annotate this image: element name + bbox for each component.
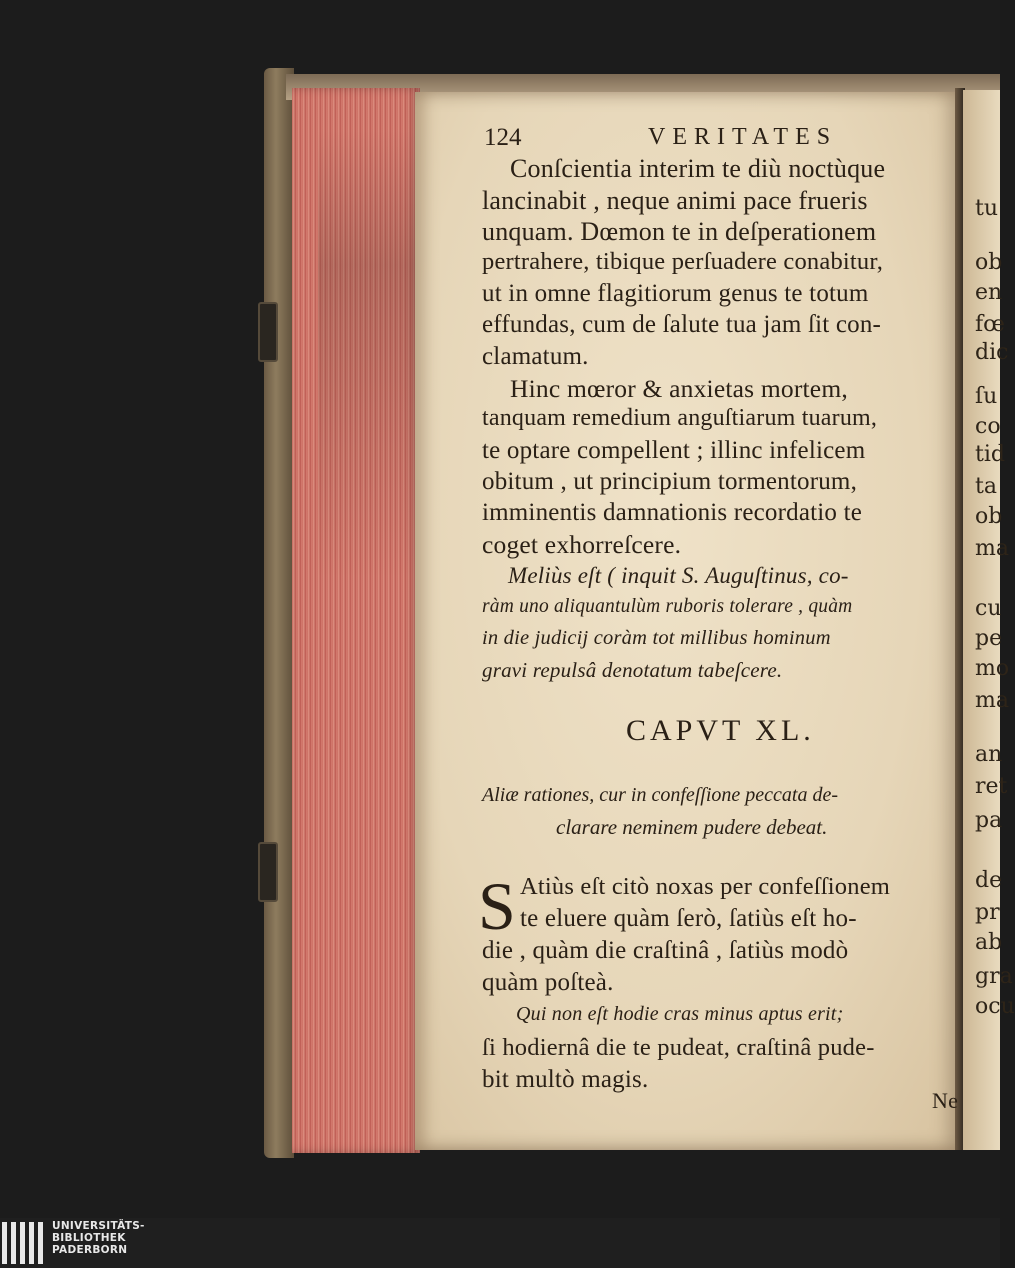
next-page-fragment: ma: [975, 536, 1009, 561]
text-line: die , quàm die craſtinâ , ſatiùs modò: [482, 937, 849, 964]
chapter-subtitle-line: Aliæ rationes, cur in confeſſione peccata de-: [482, 784, 839, 806]
right-page-fragment: [963, 90, 1015, 1150]
quote-line: gravi repulsâ denotatum tabeſcere.: [482, 658, 783, 682]
text-line: te eluere quàm ſerò, ſatiùs eſt ho-: [520, 905, 857, 932]
next-page-fragment: an: [975, 742, 1003, 767]
next-page-fragment: en: [975, 280, 1003, 305]
next-page-fragment: ocu: [975, 994, 1015, 1019]
book-cover-spine: [264, 68, 294, 1158]
next-page-fragment: de: [975, 868, 1003, 893]
next-page-fragment: fœ: [975, 312, 1005, 337]
text-line: tanquam remedium anguſtiarum tuarum,: [482, 405, 878, 431]
text-line: bit multò magis.: [482, 1066, 649, 1093]
next-page-fragment: ret: [975, 774, 1008, 799]
text-line: Conſcientia interim te diù noctùque: [510, 154, 886, 183]
text-line: clamatum.: [482, 343, 589, 370]
chapter-heading: CAPVT XL.: [626, 714, 815, 747]
next-page-fragment: ab: [975, 930, 1003, 955]
library-logo-text: [52, 1220, 145, 1256]
next-page-fragment: tu: [975, 196, 999, 221]
quote-line: in die judicij coràm tot millibus hominum: [482, 627, 831, 649]
footer-bar: [0, 1218, 1000, 1268]
library-name-line2: BIBLIOTHEK: [52, 1232, 126, 1244]
library-name-line1: UNIVERSITÄTS-: [52, 1220, 145, 1232]
page-number: 124: [484, 124, 522, 151]
text-line: Atiùs eſt citò noxas per confeſſionem: [520, 873, 891, 900]
next-page-fragment: gra: [975, 964, 1013, 989]
quote-line: ràm uno aliquantulùm ruboris tolerare , quàm: [482, 596, 853, 617]
text-line: pertrahere, tibique perſuadere conabitur,: [482, 248, 884, 275]
drop-cap: S: [478, 868, 516, 944]
chapter-subtitle-line: clarare neminem pudere debeat.: [556, 815, 828, 839]
library-logo-icon: [2, 1222, 46, 1264]
running-head: VERITATES: [648, 124, 838, 150]
next-page-fragment: ma: [975, 688, 1009, 713]
text-line: effundas, cum de ſalute tua jam ſit con-: [482, 311, 882, 338]
next-page-fragment: pe: [975, 626, 1003, 651]
text-line: Qui non eſt hodie cras minus aptus erit;: [516, 1003, 844, 1025]
library-name-line3: PADERBORN: [52, 1244, 128, 1256]
next-page-fragment: cu: [975, 596, 1002, 621]
next-page-fragment: pr: [975, 900, 1000, 925]
text-line: ut in omne flagitiorum genus te totum: [482, 280, 869, 307]
next-page-fragment: dic: [975, 340, 1009, 365]
text-line: Hinc mœror & anxietas mortem,: [510, 374, 848, 403]
text-line: ſi hodiernâ die te pudeat, craſtinâ pude-: [482, 1034, 875, 1061]
next-page-fragment: ob: [975, 504, 1003, 529]
catchword: Ne: [932, 1088, 959, 1113]
next-page-fragment: ob: [975, 250, 1003, 275]
next-page-fragment: tid: [975, 442, 1005, 467]
text-line: obitum , ut principium tormentorum,: [482, 468, 858, 495]
next-page-fragment: ta: [975, 474, 997, 499]
text-line: imminentis damnationis recordatio te: [482, 499, 863, 526]
text-line: quàm poſteà.: [482, 969, 614, 996]
text-line: te optare compellent ; illinc infelicem: [482, 437, 866, 464]
clasp-upper: [258, 302, 278, 362]
text-line: lancinabit , neque animi pace frueris: [482, 186, 868, 215]
next-page-fragment: mo: [975, 656, 1010, 681]
text-line: unquam. Dœmon te in deſperationem: [482, 217, 877, 246]
quote-line: Meliùs eſt ( inquit S. Auguſtinus, co-: [508, 563, 849, 588]
page-edge-shadow: [318, 130, 418, 580]
text-line: coget exhorreſcere.: [482, 530, 682, 559]
next-page-fragment: pa: [975, 808, 1003, 833]
clasp-lower: [258, 842, 278, 902]
next-page-fragment: ſu: [975, 384, 998, 409]
next-page-fragment: co: [975, 414, 1001, 439]
